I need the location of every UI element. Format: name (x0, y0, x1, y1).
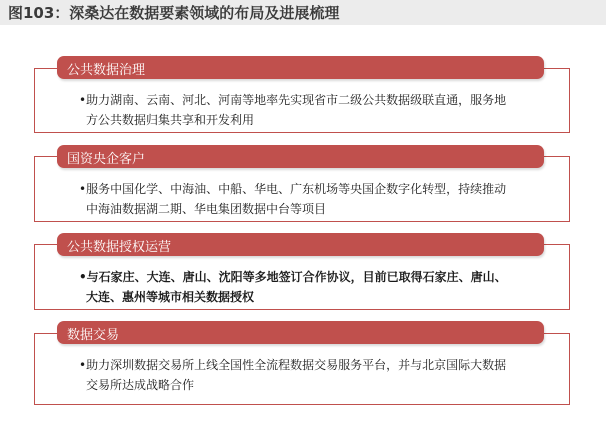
section-header (57, 145, 544, 168)
section-header (57, 233, 544, 256)
section-header-label: 公共数据授权运营 (67, 240, 172, 255)
section-body (79, 267, 559, 307)
section-header-label: 公共数据治理 (67, 63, 146, 78)
section-body-line: 交易所达成战略合作 (86, 378, 195, 392)
section-body-line: •与石家庄、大连、唐山、沈阳等多地签订合作协议，目前已取得石家庄、唐山、 (79, 270, 507, 284)
section-body-line: 大连、惠州等城市相关数据授权 (86, 290, 255, 304)
section-body (79, 355, 559, 395)
section-body-line: 方公共数据归集共享和开发利用 (86, 113, 255, 127)
section-header (57, 56, 544, 79)
figure-title: 图103：深桑达在数据要素领域的布局及进展梳理 (8, 4, 340, 22)
section-header (57, 321, 544, 344)
section-body-line: 中海油数据湖二期、华电集团数据中台等项目 (86, 202, 327, 216)
section-body-line: •助力深圳数据交易所上线全国性全流程数据交易服务平台，并与北京国际大数据 (79, 358, 507, 372)
section-body-line: •助力湖南、云南、河北、河南等地率先实现省市二级公共数据级联直通，服务地 (79, 93, 507, 107)
section-header-label: 数据交易 (67, 328, 120, 343)
section-body-line: •服务中国化学、中海油、中船、华电、广东机场等央国企数字化转型，持续推动 (79, 182, 507, 196)
section-header-label: 国资央企客户 (67, 152, 146, 167)
section-body (79, 179, 559, 219)
figure-title-bar (0, 0, 606, 25)
section-body (79, 90, 559, 130)
